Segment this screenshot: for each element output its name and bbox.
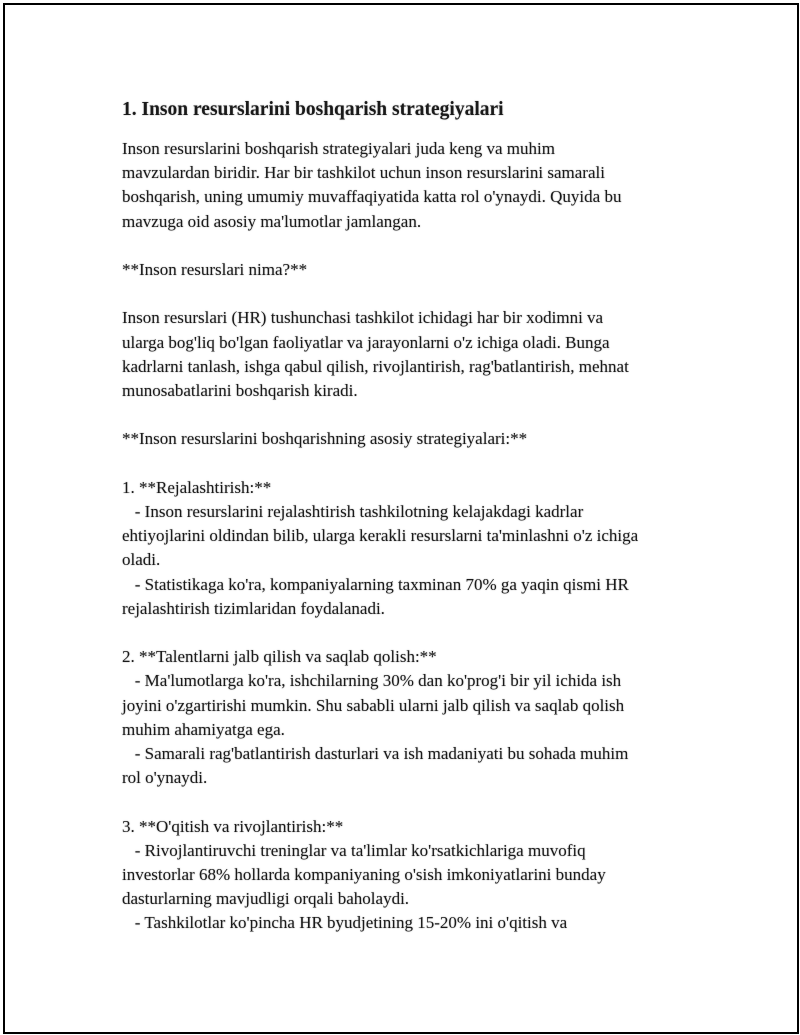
page-frame bbox=[3, 3, 799, 1034]
text-line: - Tashkilotlar ko'pincha HR byudjetining 15-20% ini o'qitish va bbox=[122, 913, 568, 933]
text-line: mavzuga oid asosiy ma'lumotlar jamlangan. bbox=[122, 211, 422, 231]
text-line: dasturlarning mavjudligi orqali baholaydi. bbox=[122, 889, 410, 909]
text-line: munosabatlarini boshqarish kiradi. bbox=[122, 381, 358, 400]
text-line: ularga bog'liq bo'lgan faoliyatlar va jarayonlarni o'z ichiga oladi. Bunga bbox=[122, 332, 610, 352]
text-line: mavzulardan biridir. Har bir tashkilot uchun inson resurslarini samarali bbox=[122, 163, 605, 183]
text-line: boshqarish, uning umumiy muvaffaqiyatida katta rol o'ynaydi. Quyida bu bbox=[122, 187, 622, 207]
section-heading: **Inson resurslarini boshqarishning asosiy strategiyalari:** bbox=[122, 429, 528, 449]
list-heading: 2. **Talentlarni jalb qilish va saqlab qolish:** bbox=[122, 647, 437, 667]
blank-line bbox=[122, 790, 692, 814]
text-line: rejalashtirish tizimlaridan foydalanadi. bbox=[122, 598, 385, 618]
document-body bbox=[122, 97, 692, 936]
text-line: - Ma'lumotlarga ko'ra, ishchilarning 30% dan ko'prog'i bir yil ichida ish bbox=[122, 671, 622, 691]
blank-line bbox=[122, 621, 692, 645]
text-line: - Statistikaga ko'ra, kompaniyalarning taxminan 70% ga yaqin qismi HR bbox=[122, 574, 629, 594]
text-line: ehtiyojlarini oldindan bilib, ularga kerakli resurslarni ta'minlashni o'z ichiga bbox=[122, 526, 639, 546]
text-line: Inson resurslarini boshqarish strategiyalari juda keng va muhim bbox=[122, 139, 555, 158]
list-heading: 1. **Rejalashtirish:** bbox=[122, 477, 272, 497]
text-line: oladi. bbox=[122, 550, 161, 570]
text-line: - Rivojlantiruvchi treninglar va ta'limlar ko'rsatkichlariga muvofiq bbox=[122, 840, 586, 860]
section-heading: **Inson resurslari nima?** bbox=[122, 260, 308, 279]
text-line: joyini o'zgartirishi mumkin. Shu sababli ularni jalb qilish va saqlab qolish bbox=[122, 695, 625, 715]
document-lines bbox=[122, 137, 692, 936]
blank-line bbox=[122, 234, 692, 258]
text-line: rol o'ynaydi. bbox=[122, 768, 208, 788]
text-line: kadrlarni tanlash, ishga qabul qilish, rivojlantirish, rag'batlantirish, mehnat bbox=[122, 356, 629, 376]
blank-line bbox=[122, 403, 692, 427]
blank-line bbox=[122, 282, 692, 306]
text-line: - Samarali rag'batlantirish dasturlari va ish madaniyati bu sohada muhim bbox=[122, 744, 629, 763]
text-line: investorlar 68% hollarda kompaniyaning o'sish imkoniyatlarini bunday bbox=[122, 865, 606, 884]
blank-line bbox=[122, 452, 692, 476]
list-heading: 3. **O'qitish va rivojlantirish:** bbox=[122, 816, 344, 836]
text-line: muhim ahamiyatga ega. bbox=[122, 719, 285, 739]
document-title: 1. Inson resurslarini boshqarish strategiyalari bbox=[122, 99, 504, 120]
text-line: Inson resurslari (HR) tushunchasi tashkilot ichidagi har bir xodimni va bbox=[122, 308, 604, 328]
text-line: - Inson resurslarini rejalashtirish tashkilotning kelajakdagi kadrlar bbox=[122, 501, 584, 521]
